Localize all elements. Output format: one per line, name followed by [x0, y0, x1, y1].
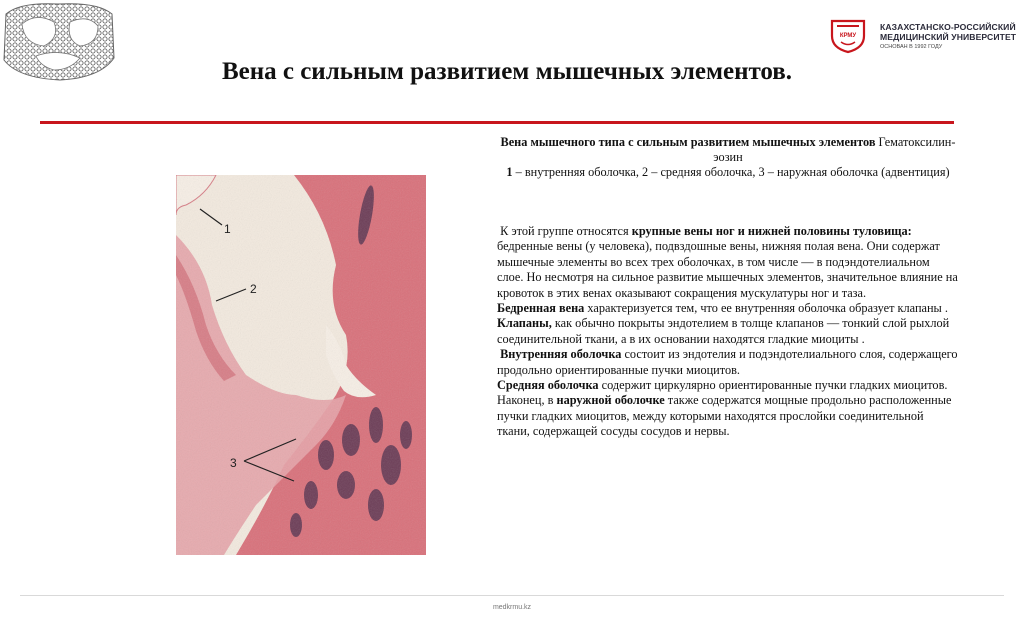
university-shield-logo — [828, 18, 868, 54]
p2-bold-c: Клапаны, — [497, 316, 552, 331]
footer-url: medkrmu.kz — [492, 604, 532, 611]
p2-bold-a: Бедренная вена — [497, 301, 585, 316]
slide-title-text: Вена с сильным развитием мышечных элементов. — [221, 58, 793, 85]
figure-label-1: 1 — [224, 222, 231, 236]
paragraph-media — [497, 378, 959, 393]
paragraph-adventitia — [497, 393, 959, 439]
description-text — [497, 224, 959, 440]
p3-text: состоит из эндотелия и подэндотелиального слоя, содержащего продольно ориентированные пучки миоцитов. — [497, 347, 958, 377]
caption-title: Вена мышечного типа с сильным развитием мышечных элементов — [500, 135, 876, 149]
p5-bold: наружной оболочке — [556, 393, 665, 408]
p4-text: содержит циркулярно ориентированные пучки гладких миоцитов. — [598, 378, 948, 393]
figure-caption — [497, 135, 959, 180]
p1-bold: крупные вены ног и нижней половины туловища: — [631, 224, 912, 238]
brand-name-line2: МЕДИЦИНСКИЙ УНИВЕРСИТЕТ — [880, 32, 1017, 42]
p5-text-a: Наконец, в — [497, 393, 557, 408]
caption-legend: – внутренняя оболочка, 2 – средняя оболочка, 3 – наружная оболочка (адвентиция) — [512, 165, 950, 179]
paragraph-femoral — [497, 301, 959, 347]
title-divider — [40, 121, 954, 124]
caption-stain: Гематоксилин-эозин — [713, 135, 956, 164]
slide-title — [0, 58, 1024, 86]
p2-text-b: характеризуется тем, что ее внутренняя оболочка образует клапаны . — [584, 301, 948, 316]
caption-legend-num: 1 — [506, 165, 513, 179]
p1-text-c: бедренные вены (у человека), подвздошные вены, нижняя полая вена. Они содержат мышечные элементы во всех трех оболочках, в том числе — в подэндотелиальном слое. Но несмотря на сильное развитие мышечных элементов, значительное влияние на кровоток в этих венах оказывают сокращения мускулатуры ног и таза. — [497, 239, 958, 300]
histology-micrograph — [176, 175, 426, 555]
p2-text-d: как обычно покрыты эндотелием в толще клапанов — тонкий слой рыхлой соединительной ткани, а в их основании находятся гладкие миоциты . — [497, 316, 950, 346]
paragraph-group — [497, 224, 959, 301]
p3-bold: Внутренняя оболочка — [500, 347, 622, 362]
figure-label-2: 2 — [250, 282, 257, 296]
p5-text-c: также содержатся мощные продольно расположенные пучки гладких миоцитов, между которыми находятся прослойки соединительной ткани, содержащей сосуды сосудов и нервы. — [497, 393, 952, 439]
p1-text-a: К этой группе относятся — [500, 224, 632, 238]
university-brand — [828, 18, 1018, 54]
figure-label-3: 3 — [230, 456, 237, 470]
paragraph-intima — [497, 347, 959, 378]
brand-name-line1: КАЗАХСТАНСКО-РОССИЙСКИЙ — [880, 22, 1016, 32]
brand-founded: ОСНОВАН В 1992 ГОДУ — [880, 44, 943, 50]
p4-bold: Средняя оболочка — [497, 378, 599, 393]
brand-mark-text: КРМУ — [839, 33, 857, 39]
footer-divider — [20, 595, 1004, 596]
